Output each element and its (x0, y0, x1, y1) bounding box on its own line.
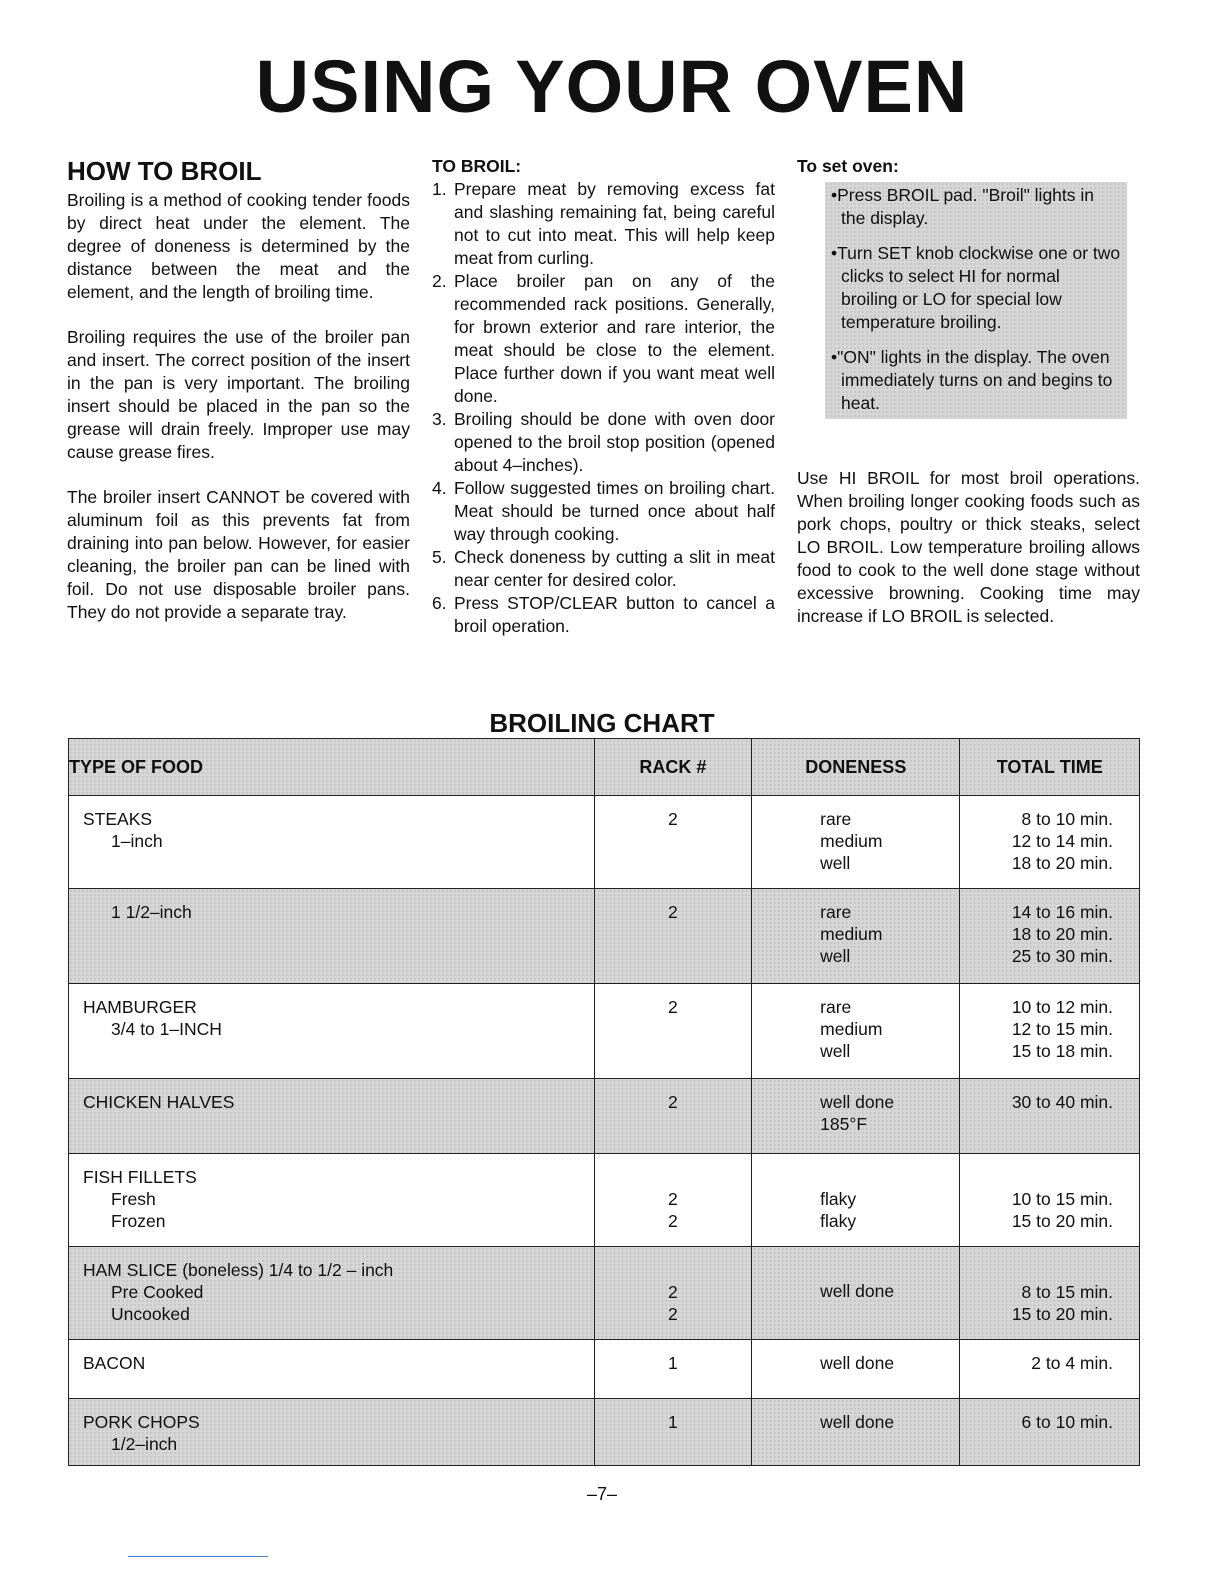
set-oven-instructions-box (825, 182, 1127, 419)
food-size: Fresh (111, 1189, 156, 1209)
step-item (432, 270, 775, 408)
table-row (69, 796, 1140, 889)
doneness-value: medium (820, 831, 883, 851)
doneness-value: well done (820, 1281, 895, 1301)
cell-food (69, 796, 595, 889)
time-value: 15 to 18 min. (1011, 1041, 1113, 1061)
food-size: 1–inch (111, 831, 163, 851)
page-number: –7– (586, 1484, 618, 1504)
time-value: 18 to 20 min. (1011, 853, 1113, 873)
time-value: 6 to 10 min. (1021, 1412, 1113, 1432)
time-value: 10 to 12 min. (1011, 997, 1113, 1017)
doneness-value: flaky (820, 1211, 857, 1231)
cell-doneness (752, 1340, 960, 1399)
step-item (432, 408, 775, 477)
broiling-chart-body (69, 796, 1140, 1466)
step-number: 1. (432, 179, 447, 199)
rack-value: 2 (667, 1092, 678, 1112)
step-text: Place broiler pan on any of the recommended rack positions. Generally, for brown exterior and rare interior, the meat should be close to the element. Place further down if you want meat well done. (454, 271, 775, 406)
step-number: 4. (432, 478, 447, 498)
cell-rack (594, 1399, 752, 1466)
cell-food (69, 984, 595, 1079)
cell-rack (594, 796, 752, 889)
time-value: 12 to 14 min. (1011, 831, 1113, 851)
rack-value: 2 (667, 1304, 678, 1324)
doneness-value: medium (820, 924, 883, 944)
cell-rack (594, 889, 752, 984)
time-value: 2 to 4 min. (1031, 1353, 1113, 1373)
header-doneness: DONENESS (752, 739, 960, 796)
food-size: Pre Cooked (111, 1282, 204, 1302)
cell-time (960, 1340, 1140, 1399)
cell-doneness (752, 984, 960, 1079)
rack-value: 2 (667, 1211, 678, 1231)
cell-food (69, 1079, 595, 1154)
cell-food (69, 1340, 595, 1399)
doneness-value: well done (820, 1092, 895, 1112)
step-item (432, 546, 775, 592)
cell-time (960, 796, 1140, 889)
cell-rack (594, 1079, 752, 1154)
set-oven-bullet: •"ON" lights in the display. The oven immediately turns on and begins to heat. (831, 347, 1113, 413)
table-row (69, 1154, 1140, 1247)
step-item (432, 178, 775, 270)
cell-food (69, 1399, 595, 1466)
food-name: FISH FILLETS (83, 1167, 197, 1187)
rack-value: 1 (667, 1412, 678, 1432)
step-text: Follow suggested times on broiling chart. Meat should be turned once about half way through cooking. (454, 478, 775, 544)
food-name: PORK CHOPS (83, 1412, 200, 1432)
food-size: 1/2–inch (111, 1434, 178, 1454)
cell-rack (594, 1154, 752, 1247)
table-row (69, 1399, 1140, 1466)
step-text: Press STOP/CLEAR button to cancel a broil operation. (454, 593, 775, 636)
set-oven-heading: To set oven: (797, 156, 899, 176)
step-text: Broiling should be done with oven door opened to the broil stop position (opened about 4–inches). (454, 409, 775, 475)
cell-rack (594, 1340, 752, 1399)
set-oven-bullet: •Press BROIL pad. "Broil" lights in the display. (831, 185, 1095, 228)
doneness-value: well done (820, 1412, 895, 1432)
food-size: Uncooked (111, 1304, 190, 1324)
time-value: 18 to 20 min. (1011, 924, 1113, 944)
time-value: 15 to 20 min. (1011, 1211, 1113, 1231)
rack-value (595, 1166, 752, 1188)
time-value: 8 to 15 min. (1021, 1282, 1113, 1302)
food-name: HAM SLICE (boneless) 1/4 to 1/2 – inch (83, 1260, 394, 1280)
rack-value: 1 (667, 1353, 678, 1373)
set-oven-section (797, 155, 1140, 650)
step-text: Check doneness by cutting a slit in meat near center for desired color. (454, 547, 775, 590)
cell-doneness (752, 1247, 960, 1340)
doneness-value: well (820, 1041, 851, 1061)
step-text: Prepare meat by removing excess fat and slashing remaining fat, being careful not to cut into meat. This will help keep meat from curling. (454, 179, 775, 268)
table-row (69, 1247, 1140, 1340)
rack-value (595, 1259, 752, 1281)
time-value: 14 to 16 min. (1011, 902, 1113, 922)
doneness-value (820, 1166, 949, 1188)
rack-value: 2 (667, 1282, 678, 1302)
how-to-broil-paragraph: Broiling is a method of cooking tender foods by direct heat under the element. The degree of doneness is determined by the distance between the meat and the element, and the length of broiling time. (67, 190, 410, 302)
cell-doneness (752, 1399, 960, 1466)
cell-rack (594, 984, 752, 1079)
cell-doneness (752, 796, 960, 889)
table-row (69, 1079, 1140, 1154)
doneness-value: rare (820, 809, 852, 829)
rack-value: 2 (667, 809, 678, 829)
time-value: 25 to 30 min. (1011, 946, 1113, 966)
cell-time (960, 889, 1140, 984)
food-name: CHICKEN HALVES (83, 1092, 235, 1112)
time-value (974, 1166, 1113, 1188)
set-oven-bullet: •Turn SET knob clockwise one or two clicks to select HI for normal broiling or LO for special low temperature broiling. (831, 243, 1121, 332)
doneness-value: well (820, 946, 851, 966)
rack-value: 2 (667, 997, 678, 1017)
time-value: 30 to 40 min. (1011, 1092, 1113, 1112)
time-value: 10 to 15 min. (1011, 1189, 1113, 1209)
step-number: 3. (432, 409, 447, 429)
doneness-value: 185°F (820, 1114, 868, 1134)
broil-mode-paragraph: Use HI BROIL for most broil operations. When broiling longer cooking foods such as pork chops, poultry or thick steaks, select LO BROIL. Low temperature broiling allows food to cook to the well done stage without excessive browning. Cooking time may increase if LO BROIL is selected. (797, 468, 1140, 626)
food-name: BACON (83, 1353, 146, 1373)
to-broil-section (432, 155, 775, 638)
step-number: 6. (432, 593, 447, 613)
doneness-value: flaky (820, 1189, 857, 1209)
doneness-value: rare (820, 997, 852, 1017)
cell-time (960, 1247, 1140, 1340)
header-total-time: TOTAL TIME (960, 739, 1140, 796)
food-size: Frozen (111, 1211, 166, 1231)
table-row (69, 984, 1140, 1079)
cell-food (69, 1247, 595, 1340)
food-size: 1 1/2–inch (111, 902, 192, 922)
food-name: HAMBURGER (83, 997, 197, 1017)
cell-time (960, 1399, 1140, 1466)
cell-food (69, 889, 595, 984)
doneness-value: rare (820, 902, 852, 922)
time-value: 12 to 15 min. (1011, 1019, 1113, 1039)
step-item (432, 477, 775, 546)
to-broil-steps (432, 178, 775, 638)
doneness-value: medium (820, 1019, 883, 1039)
how-to-broil-heading: HOW TO BROIL (67, 156, 262, 186)
cell-doneness (752, 889, 960, 984)
header-type-of-food: TYPE OF FOOD (69, 739, 595, 796)
rack-value: 2 (667, 1189, 678, 1209)
step-number: 2. (432, 271, 447, 291)
food-size: 3/4 to 1–INCH (111, 1019, 222, 1039)
cell-food (69, 1154, 595, 1247)
to-broil-heading: TO BROIL: (432, 156, 522, 176)
time-value (974, 1259, 1113, 1281)
cell-doneness (752, 1079, 960, 1154)
rack-value: 2 (667, 902, 678, 922)
how-to-broil-paragraph: The broiler insert CANNOT be covered with aluminum foil as this prevents fat from draining into pan below. However, for easier cleaning, the broiler pan can be lined with foil. Do not use disposable broiler pans. They do not provide a separate tray. (67, 487, 410, 622)
header-rack: RACK # (594, 739, 752, 796)
step-item (432, 592, 775, 638)
food-name: STEAKS (83, 809, 153, 829)
doneness-value: well done (820, 1353, 895, 1373)
step-number: 5. (432, 547, 447, 567)
page-title: USING YOUR OVEN (255, 45, 969, 128)
how-to-broil-paragraph: Broiling requires the use of the broiler pan and insert. The correct position of the insert in the pan is very important. The broiling insert should be placed in the pan so the grease will drain freely. Improper use may cause grease fires. (67, 327, 410, 462)
table-header-row (69, 739, 1140, 796)
broiling-chart-table (68, 738, 1140, 1466)
cell-time (960, 1079, 1140, 1154)
time-value: 15 to 20 min. (1011, 1304, 1113, 1324)
how-to-broil-section (67, 155, 410, 646)
cell-doneness (752, 1154, 960, 1247)
table-row (69, 1340, 1140, 1399)
scan-artifact-line (128, 1556, 268, 1557)
doneness-value: well (820, 853, 851, 873)
table-row (69, 889, 1140, 984)
cell-time (960, 1154, 1140, 1247)
cell-time (960, 984, 1140, 1079)
broiling-chart-title: BROILING CHART (489, 708, 715, 738)
cell-rack (594, 1247, 752, 1340)
time-value: 8 to 10 min. (1021, 809, 1113, 829)
